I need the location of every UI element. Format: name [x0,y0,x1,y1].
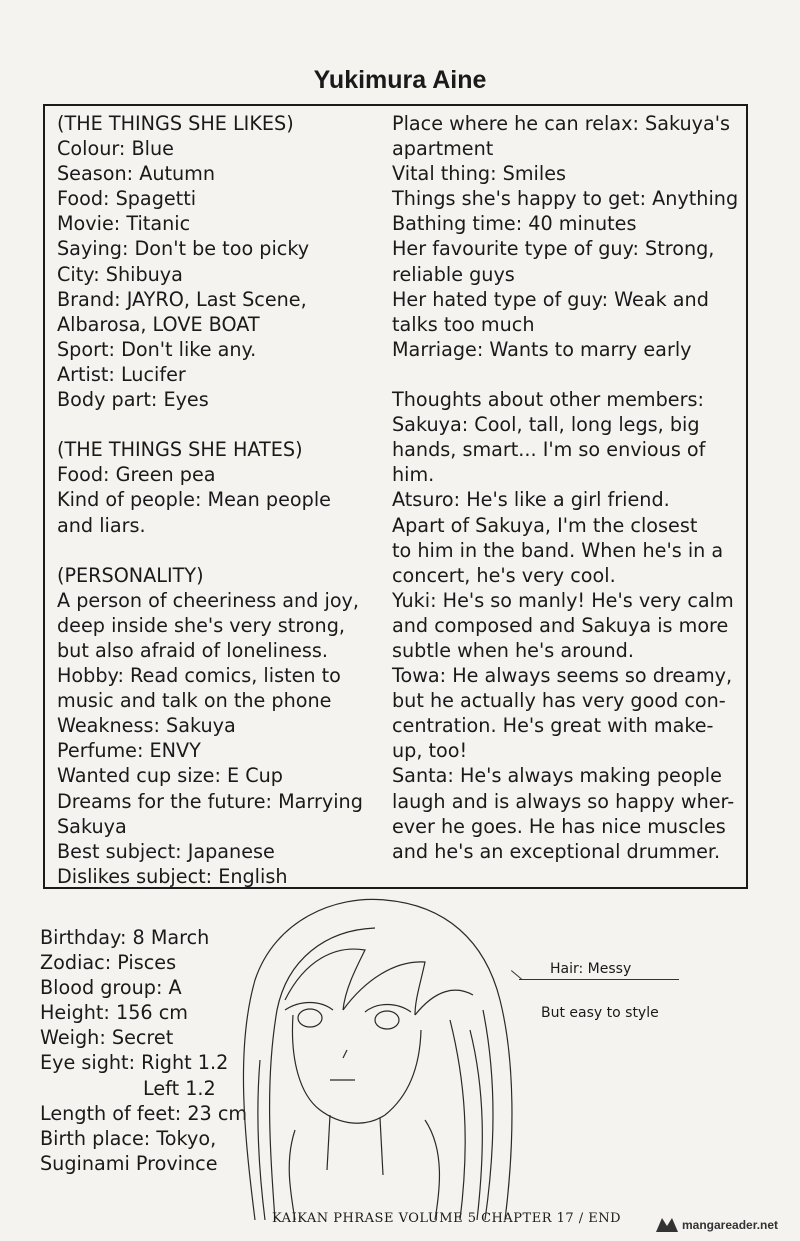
page-title: Yukimura Aine [313,66,487,94]
profile-line: him. [392,463,435,487]
stat-line: Birth place: Tokyo, [40,1126,217,1150]
profile-line: Best subject: Japanese [57,839,275,863]
profile-line [57,412,382,437]
profile-line: Brand: JAYRO, Last Scene, [57,287,307,311]
profile-line: Albarosa, LOVE BOAT [57,312,260,336]
profile-line: Movie: Titanic [57,212,191,236]
profile-line: Her hated type of guy: Weak and [392,287,709,311]
watermark: mangareader.net [682,1218,779,1232]
profile-line: deep inside she's very strong, [57,613,345,637]
profile-line: Wanted cup size: E Cup [57,764,283,788]
profile-line: Atsuro: He's like a girl friend. [392,488,670,512]
stat-line: Length of feet: 23 cm [40,1101,248,1125]
profile-line: Saying: Don't be too picky [57,237,310,261]
stat-line: Eye sight: Right 1.2 [40,1051,229,1075]
chapter-footer: KAIKAN PHRASE VOLUME 5 CHAPTER 17 / END [272,1211,622,1226]
right-column [392,111,742,864]
profile-line: Food: Spagetti [57,187,197,211]
stat-line: Birthday: 8 March [40,926,210,949]
profile-line: Dreams for the future: Marrying [57,789,363,813]
profile-line: Towa: He always seems so dreamy, [392,664,733,688]
profile-line: music and talk on the phone [57,689,332,713]
profile-line: Kind of people: Mean people [57,488,331,512]
profile-line: Thoughts about other members: [392,388,704,412]
profile-line: ever he goes. He has nice muscles [392,814,726,838]
profile-line: Sport: Don't like any. [57,337,257,361]
profile-line: Artist: Lucifer [57,362,186,386]
profile-line: (THE THINGS SHE LIKES) [57,112,294,135]
profile-line: subtle when he's around. [392,638,634,662]
profile-line: hands, smart... I'm so envious of [392,438,706,462]
profile-line: Santa: He's always making people [392,764,722,788]
profile-line: centration. He's great with make- [392,714,714,738]
profile-line: Apart of Sakuya, I'm the closest [392,513,698,537]
profile-line: reliable guys [392,262,515,286]
profile-line: Dislikes subject: English [57,864,288,888]
profile-line: Body part: Eyes [57,388,209,412]
profile-line: A person of cheeriness and joy, [57,588,360,612]
profile-line: Vital thing: Smiles [392,162,566,186]
profile-line: Weakness: Sakuya [57,714,236,738]
profile-line [57,538,382,563]
profile-line: (PERSONALITY) [57,563,204,587]
profile-line: Place where he can relax: Sakuya's [392,112,731,135]
profile-line: Bathing time: 40 minutes [392,212,637,236]
left-column [57,111,382,889]
profile-line: Marriage: Wants to marry early [392,337,692,361]
profile-line: Perfume: ENVY [57,739,201,763]
stat-line: Zodiac: Pisces [40,951,177,975]
profile-line: laugh and is always so happy wher- [392,789,735,813]
profile-line [392,362,742,387]
stat-line: Height: 156 cm [40,1001,188,1025]
stat-line: Weigh: Secret [40,1026,174,1050]
profile-line: to him in the band. When he's in a [392,538,724,562]
profile-line: Hobby: Read comics, listen to [57,664,341,688]
style-note: But easy to style [541,1005,659,1021]
profile-line: but also afraid of loneliness. [57,638,329,662]
profile-line: Sakuya: Cool, tall, long legs, big [392,413,700,437]
profile-line: Her favourite type of guy: Strong, [392,237,715,261]
watermark-logo-icon [654,1214,680,1236]
pointer-line [519,979,679,980]
stat-line: Suginami Province [40,1151,218,1175]
stat-line: Left 1.2 [143,1076,216,1100]
profile-line: up, too! [392,739,468,763]
profile-line: Colour: Blue [57,137,174,161]
profile-line: talks too much [392,312,535,336]
profile-line: (THE THINGS SHE HATES) [57,438,303,462]
character-illustration [215,890,695,1220]
stat-line: Blood group: A [40,976,182,1000]
profile-line: Yuki: He's so manly! He's very calm [392,588,734,612]
hair-note: Hair: Messy [550,961,632,977]
profile-line: apartment [392,137,494,161]
profile-line: but he actually has very good con- [392,689,726,713]
profile-line: City: Shibuya [57,262,183,286]
profile-line: Sakuya [57,814,127,838]
profile-line: Season: Autumn [57,162,216,186]
profile-line: and liars. [57,513,146,537]
profile-line: Things she's happy to get: Anything [392,187,739,211]
profile-line: Food: Green pea [57,463,216,487]
profile-line: and composed and Sakuya is more [392,613,729,637]
profile-line: and he's an exceptional drummer. [392,839,721,863]
profile-line: concert, he's very cool. [392,563,616,587]
